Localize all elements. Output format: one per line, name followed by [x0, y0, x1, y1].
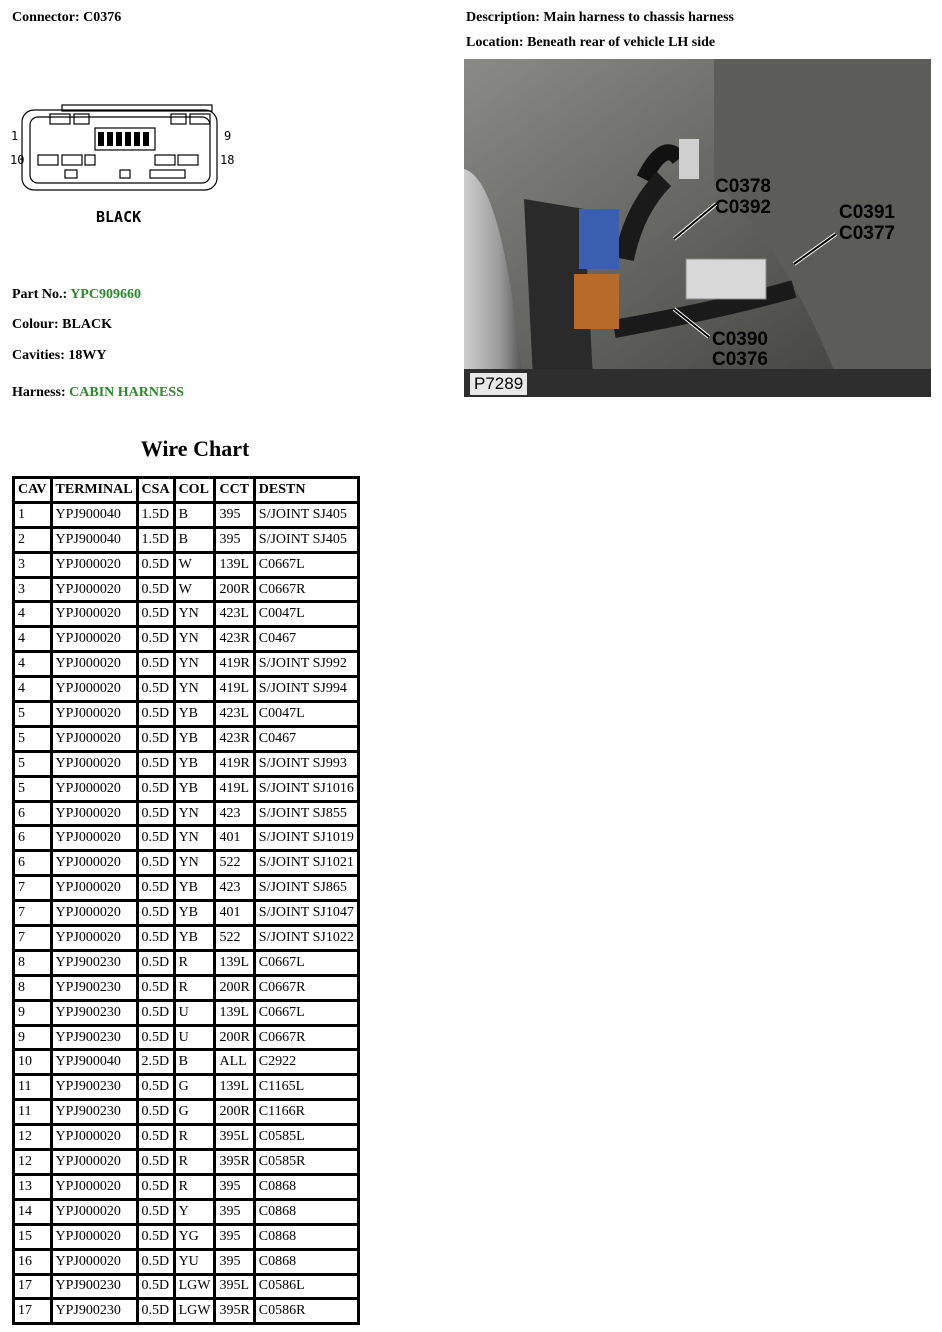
table-cell-col: B	[176, 504, 214, 526]
wire-chart-body	[15, 504, 357, 1322]
table-row	[15, 1201, 357, 1223]
table-cell-destn: S/JOINT SJ1016	[256, 778, 357, 800]
table-cell-destn: C0585L	[256, 1126, 357, 1148]
table-row	[15, 529, 357, 551]
table-cell-terminal: YPJ900040	[53, 504, 136, 526]
table-cell-col: W	[176, 554, 214, 576]
table-cell-cct: 395	[216, 1176, 252, 1198]
table-row	[15, 1051, 357, 1073]
table-cell-cct: 419R	[216, 753, 252, 775]
table-cell-terminal: YPJ000020	[53, 703, 136, 725]
table-cell-csa: 0.5D	[139, 678, 173, 700]
table-cell-cct: 200R	[216, 1027, 252, 1049]
cavities-label: Cavities:	[12, 348, 65, 363]
table-row	[15, 827, 357, 849]
table-cell-col: G	[176, 1076, 214, 1098]
table-row	[15, 877, 357, 899]
photo-reference-code: P7289	[470, 373, 527, 395]
harness-value: CABIN HARNESS	[69, 385, 184, 400]
table-cell-csa: 0.5D	[139, 1076, 173, 1098]
table-row	[15, 703, 357, 725]
table-cell-col: R	[176, 1126, 214, 1148]
table-row	[15, 603, 357, 625]
table-cell-destn: S/JOINT SJ994	[256, 678, 357, 700]
table-cell-terminal: YPJ000020	[53, 554, 136, 576]
table-cell-cct: 423L	[216, 603, 252, 625]
table-cell-col: YN	[176, 653, 214, 675]
table-cell-destn: C0586L	[256, 1276, 357, 1298]
table-cell-terminal: YPJ900230	[53, 952, 136, 974]
table-cell-csa: 0.5D	[139, 1027, 173, 1049]
table-cell-cav: 5	[15, 778, 50, 800]
table-cell-destn: S/JOINT SJ992	[256, 653, 357, 675]
table-cell-cct: 423R	[216, 728, 252, 750]
table-row	[15, 927, 357, 949]
harness	[12, 385, 184, 401]
cavities	[12, 348, 107, 364]
table-cell-cav: 7	[15, 902, 50, 924]
table-cell-col: R	[176, 1176, 214, 1198]
table-row	[15, 952, 357, 974]
table-cell-cct: 423	[216, 803, 252, 825]
table-cell-destn: S/JOINT SJ405	[256, 504, 357, 526]
table-cell-destn: S/JOINT SJ405	[256, 529, 357, 551]
photo-callout-c0377: C0377	[839, 223, 895, 244]
table-cell-col: YN	[176, 628, 214, 650]
table-cell-terminal: YPJ900230	[53, 977, 136, 999]
diagram-colour-label: BLACK	[96, 208, 142, 226]
table-cell-col: U	[176, 1027, 214, 1049]
harness-label: Harness:	[12, 385, 66, 400]
table-cell-terminal: YPJ000020	[53, 628, 136, 650]
table-cell-cav: 15	[15, 1226, 50, 1248]
table-cell-terminal: YPJ000020	[53, 1201, 136, 1223]
table-row	[15, 1126, 357, 1148]
table-row	[15, 1076, 357, 1098]
table-cell-destn: C0667R	[256, 1027, 357, 1049]
table-cell-destn: S/JOINT SJ865	[256, 877, 357, 899]
table-cell-destn: S/JOINT SJ855	[256, 803, 357, 825]
colour	[12, 317, 112, 333]
photo-callout-c0376: C0376	[712, 349, 768, 370]
table-cell-cct: 401	[216, 902, 252, 924]
table-cell-csa: 2.5D	[139, 1051, 173, 1073]
table-cell-cct: 522	[216, 852, 252, 874]
table-cell-cav: 2	[15, 529, 50, 551]
table-cell-destn: C0585R	[256, 1151, 357, 1173]
location-value: Beneath rear of vehicle LH side	[527, 35, 716, 50]
table-row	[15, 1226, 357, 1248]
table-cell-destn: C0667L	[256, 1002, 357, 1024]
table-cell-cct: 395L	[216, 1276, 252, 1298]
table-cell-terminal: YPJ900230	[53, 1276, 136, 1298]
connector-id	[12, 10, 121, 26]
table-cell-cav: 13	[15, 1176, 50, 1198]
table-cell-col: YB	[176, 927, 214, 949]
colour-label: Colour:	[12, 317, 59, 332]
callout-pointers	[464, 59, 931, 397]
table-row	[15, 1101, 357, 1123]
table-cell-col: R	[176, 952, 214, 974]
table-cell-col: YB	[176, 877, 214, 899]
table-cell-cav: 3	[15, 579, 50, 601]
table-cell-cav: 5	[15, 703, 50, 725]
table-row	[15, 628, 357, 650]
wire-chart-table	[12, 476, 360, 1325]
table-cell-col: YU	[176, 1251, 214, 1273]
table-cell-col: YB	[176, 753, 214, 775]
table-cell-cav: 9	[15, 1027, 50, 1049]
pin-label-1: 1	[11, 129, 19, 143]
table-cell-destn: S/JOINT SJ993	[256, 753, 357, 775]
table-cell-cav: 9	[15, 1002, 50, 1024]
table-cell-csa: 0.5D	[139, 653, 173, 675]
table-row	[15, 678, 357, 700]
table-cell-destn: C0667L	[256, 554, 357, 576]
table-cell-destn: C0667R	[256, 977, 357, 999]
location	[466, 35, 715, 51]
table-cell-terminal: YPJ000020	[53, 579, 136, 601]
wire-chart-title: Wire Chart	[140, 436, 250, 461]
table-cell-destn: C1165L	[256, 1076, 357, 1098]
table-cell-terminal: YPJ000020	[53, 827, 136, 849]
table-cell-cct: 395	[216, 1226, 252, 1248]
pin-label-10: 10	[10, 153, 25, 167]
table-cell-cct: 395	[216, 504, 252, 526]
table-cell-col: YN	[176, 603, 214, 625]
table-cell-cct: 395R	[216, 1151, 252, 1173]
table-cell-col: R	[176, 1151, 214, 1173]
table-cell-cct: 522	[216, 927, 252, 949]
table-cell-cav: 10	[15, 1051, 50, 1073]
table-row	[15, 852, 357, 874]
pin-label-9: 9	[224, 129, 232, 143]
table-cell-cct: 395R	[216, 1300, 252, 1322]
table-cell-csa: 0.5D	[139, 753, 173, 775]
table-row	[15, 1151, 357, 1173]
table-cell-terminal: YPJ000020	[53, 653, 136, 675]
table-cell-destn: C0047L	[256, 703, 357, 725]
table-cell-csa: 0.5D	[139, 902, 173, 924]
table-cell-csa: 0.5D	[139, 877, 173, 899]
table-cell-cct: 139L	[216, 554, 252, 576]
connector-face-diagram	[10, 100, 250, 230]
table-cell-csa: 0.5D	[139, 827, 173, 849]
column-header-destn: DESTN	[256, 479, 357, 501]
table-cell-cct: 139L	[216, 1076, 252, 1098]
table-cell-destn: S/JOINT SJ1019	[256, 827, 357, 849]
photo-callout-c0392: C0392	[715, 197, 771, 218]
table-row	[15, 1176, 357, 1198]
table-cell-csa: 0.5D	[139, 1251, 173, 1273]
table-row	[15, 753, 357, 775]
table-cell-cav: 17	[15, 1300, 50, 1322]
table-row	[15, 1027, 357, 1049]
table-row	[15, 902, 357, 924]
table-cell-terminal: YPJ900040	[53, 1051, 136, 1073]
table-cell-destn: C0667L	[256, 952, 357, 974]
table-cell-csa: 1.5D	[139, 529, 173, 551]
table-cell-col: R	[176, 977, 214, 999]
part-number-value: YPC909660	[70, 287, 141, 302]
table-cell-col: W	[176, 579, 214, 601]
column-header-terminal: TERMINAL	[53, 479, 136, 501]
table-cell-terminal: YPJ000020	[53, 728, 136, 750]
table-cell-csa: 0.5D	[139, 927, 173, 949]
table-cell-terminal: YPJ000020	[53, 902, 136, 924]
table-cell-cct: 395	[216, 1251, 252, 1273]
table-cell-col: U	[176, 1002, 214, 1024]
table-cell-destn: S/JOINT SJ1022	[256, 927, 357, 949]
table-cell-destn: C0586R	[256, 1300, 357, 1322]
table-cell-terminal: YPJ000020	[53, 877, 136, 899]
table-cell-destn: C0467	[256, 628, 357, 650]
table-cell-col: G	[176, 1101, 214, 1123]
column-header-cct: CCT	[216, 479, 252, 501]
table-cell-cct: 423L	[216, 703, 252, 725]
table-row	[15, 1276, 357, 1298]
table-cell-cct: 395	[216, 1201, 252, 1223]
table-cell-cav: 8	[15, 952, 50, 974]
table-cell-csa: 0.5D	[139, 1101, 173, 1123]
table-cell-csa: 0.5D	[139, 554, 173, 576]
table-cell-col: YB	[176, 902, 214, 924]
table-row	[15, 728, 357, 750]
table-cell-destn: C2922	[256, 1051, 357, 1073]
table-cell-terminal: YPJ900230	[53, 1101, 136, 1123]
part-number-label: Part No.:	[12, 287, 68, 302]
table-cell-col: Y	[176, 1201, 214, 1223]
pin-label-18: 18	[220, 153, 235, 167]
table-cell-cct: 419L	[216, 778, 252, 800]
table-cell-csa: 0.5D	[139, 952, 173, 974]
table-cell-csa: 0.5D	[139, 703, 173, 725]
table-cell-cav: 5	[15, 728, 50, 750]
table-cell-csa: 0.5D	[139, 852, 173, 874]
photo-callout-c0390: C0390	[712, 329, 768, 350]
table-cell-col: YB	[176, 778, 214, 800]
table-cell-cav: 12	[15, 1151, 50, 1173]
table-cell-csa: 0.5D	[139, 1226, 173, 1248]
table-cell-terminal: YPJ000020	[53, 1226, 136, 1248]
table-row	[15, 803, 357, 825]
connector-label: Connector:	[12, 10, 80, 25]
table-cell-destn: C0868	[256, 1176, 357, 1198]
table-cell-terminal: YPJ000020	[53, 1151, 136, 1173]
table-row	[15, 778, 357, 800]
table-cell-destn: C0868	[256, 1226, 357, 1248]
table-row	[15, 504, 357, 526]
table-cell-csa: 1.5D	[139, 504, 173, 526]
table-cell-terminal: YPJ000020	[53, 753, 136, 775]
table-cell-col: B	[176, 529, 214, 551]
table-cell-csa: 0.5D	[139, 977, 173, 999]
table-cell-terminal: YPJ000020	[53, 678, 136, 700]
table-cell-cct: 139L	[216, 1002, 252, 1024]
description	[466, 10, 734, 26]
table-cell-terminal: YPJ900230	[53, 1002, 136, 1024]
table-cell-cav: 5	[15, 753, 50, 775]
colour-value: BLACK	[62, 317, 112, 332]
table-row	[15, 653, 357, 675]
table-row	[15, 1300, 357, 1322]
table-cell-terminal: YPJ900230	[53, 1027, 136, 1049]
location-label: Location:	[466, 35, 524, 50]
table-cell-terminal: YPJ900230	[53, 1300, 136, 1322]
table-cell-cct: 419R	[216, 653, 252, 675]
part-number	[12, 287, 141, 303]
table-row	[15, 1002, 357, 1024]
table-cell-col: YG	[176, 1226, 214, 1248]
table-cell-destn: C0667R	[256, 579, 357, 601]
table-cell-cav: 11	[15, 1101, 50, 1123]
table-cell-csa: 0.5D	[139, 579, 173, 601]
table-cell-col: LGW	[176, 1300, 214, 1322]
table-cell-cav: 6	[15, 852, 50, 874]
table-cell-col: YN	[176, 852, 214, 874]
table-cell-csa: 0.5D	[139, 778, 173, 800]
table-cell-col: YB	[176, 728, 214, 750]
table-cell-col: YN	[176, 827, 214, 849]
table-cell-destn: S/JOINT SJ1047	[256, 902, 357, 924]
table-cell-csa: 0.5D	[139, 728, 173, 750]
table-cell-col: LGW	[176, 1276, 214, 1298]
table-cell-terminal: YPJ000020	[53, 852, 136, 874]
table-cell-col: YN	[176, 803, 214, 825]
table-cell-cav: 7	[15, 927, 50, 949]
photo-callout-c0391: C0391	[839, 202, 895, 223]
connector-value: C0376	[83, 10, 122, 25]
table-cell-terminal: YPJ000020	[53, 1126, 136, 1148]
description-label: Description:	[466, 10, 540, 25]
table-row	[15, 1251, 357, 1273]
table-cell-cav: 7	[15, 877, 50, 899]
table-cell-destn: C0047L	[256, 603, 357, 625]
table-cell-csa: 0.5D	[139, 1002, 173, 1024]
table-cell-csa: 0.5D	[139, 1151, 173, 1173]
table-cell-terminal: YPJ900230	[53, 1076, 136, 1098]
table-cell-destn: C1166R	[256, 1101, 357, 1123]
table-cell-csa: 0.5D	[139, 1300, 173, 1322]
table-cell-cav: 6	[15, 827, 50, 849]
cavities-value: 18WY	[68, 348, 107, 363]
table-cell-cct: 395	[216, 529, 252, 551]
table-row	[15, 977, 357, 999]
table-cell-destn: C0868	[256, 1201, 357, 1223]
table-cell-cav: 12	[15, 1126, 50, 1148]
table-cell-cct: 200R	[216, 977, 252, 999]
table-cell-cav: 6	[15, 803, 50, 825]
table-cell-terminal: YPJ000020	[53, 603, 136, 625]
table-cell-cct: 401	[216, 827, 252, 849]
table-cell-cct: 395L	[216, 1126, 252, 1148]
table-cell-csa: 0.5D	[139, 1126, 173, 1148]
table-cell-cct: 423	[216, 877, 252, 899]
table-row	[15, 554, 357, 576]
table-cell-cav: 4	[15, 653, 50, 675]
table-cell-terminal: YPJ000020	[53, 927, 136, 949]
table-cell-cav: 11	[15, 1076, 50, 1098]
table-cell-cav: 3	[15, 554, 50, 576]
column-header-cav: CAV	[15, 479, 50, 501]
table-cell-cct: 423R	[216, 628, 252, 650]
table-cell-csa: 0.5D	[139, 1276, 173, 1298]
table-cell-cct: 139L	[216, 952, 252, 974]
table-cell-destn: C0467	[256, 728, 357, 750]
table-cell-terminal: YPJ000020	[53, 1251, 136, 1273]
table-cell-terminal: YPJ000020	[53, 778, 136, 800]
table-cell-csa: 0.5D	[139, 603, 173, 625]
table-row	[15, 579, 357, 601]
table-cell-cav: 4	[15, 628, 50, 650]
column-header-col: COL	[176, 479, 214, 501]
table-cell-terminal: YPJ900040	[53, 529, 136, 551]
table-cell-cav: 17	[15, 1276, 50, 1298]
table-cell-cct: 419L	[216, 678, 252, 700]
table-cell-terminal: YPJ000020	[53, 803, 136, 825]
table-cell-cav: 16	[15, 1251, 50, 1273]
table-cell-cav: 1	[15, 504, 50, 526]
table-cell-csa: 0.5D	[139, 628, 173, 650]
wire-chart-header-row	[15, 479, 357, 501]
table-cell-cct: ALL	[216, 1051, 252, 1073]
table-cell-destn: C0868	[256, 1251, 357, 1273]
table-cell-csa: 0.5D	[139, 803, 173, 825]
table-cell-csa: 0.5D	[139, 1201, 173, 1223]
table-cell-cav: 8	[15, 977, 50, 999]
table-cell-col: B	[176, 1051, 214, 1073]
table-cell-terminal: YPJ000020	[53, 1176, 136, 1198]
table-cell-cav: 14	[15, 1201, 50, 1223]
table-cell-col: YB	[176, 703, 214, 725]
photo-callout-c0378: C0378	[715, 176, 771, 197]
table-cell-cav: 4	[15, 678, 50, 700]
column-header-csa: CSA	[139, 479, 173, 501]
description-value: Main harness to chassis harness	[543, 10, 734, 25]
table-cell-cav: 4	[15, 603, 50, 625]
table-cell-cct: 200R	[216, 1101, 252, 1123]
table-cell-col: YN	[176, 678, 214, 700]
table-cell-cct: 200R	[216, 579, 252, 601]
table-cell-destn: S/JOINT SJ1021	[256, 852, 357, 874]
table-cell-csa: 0.5D	[139, 1176, 173, 1198]
